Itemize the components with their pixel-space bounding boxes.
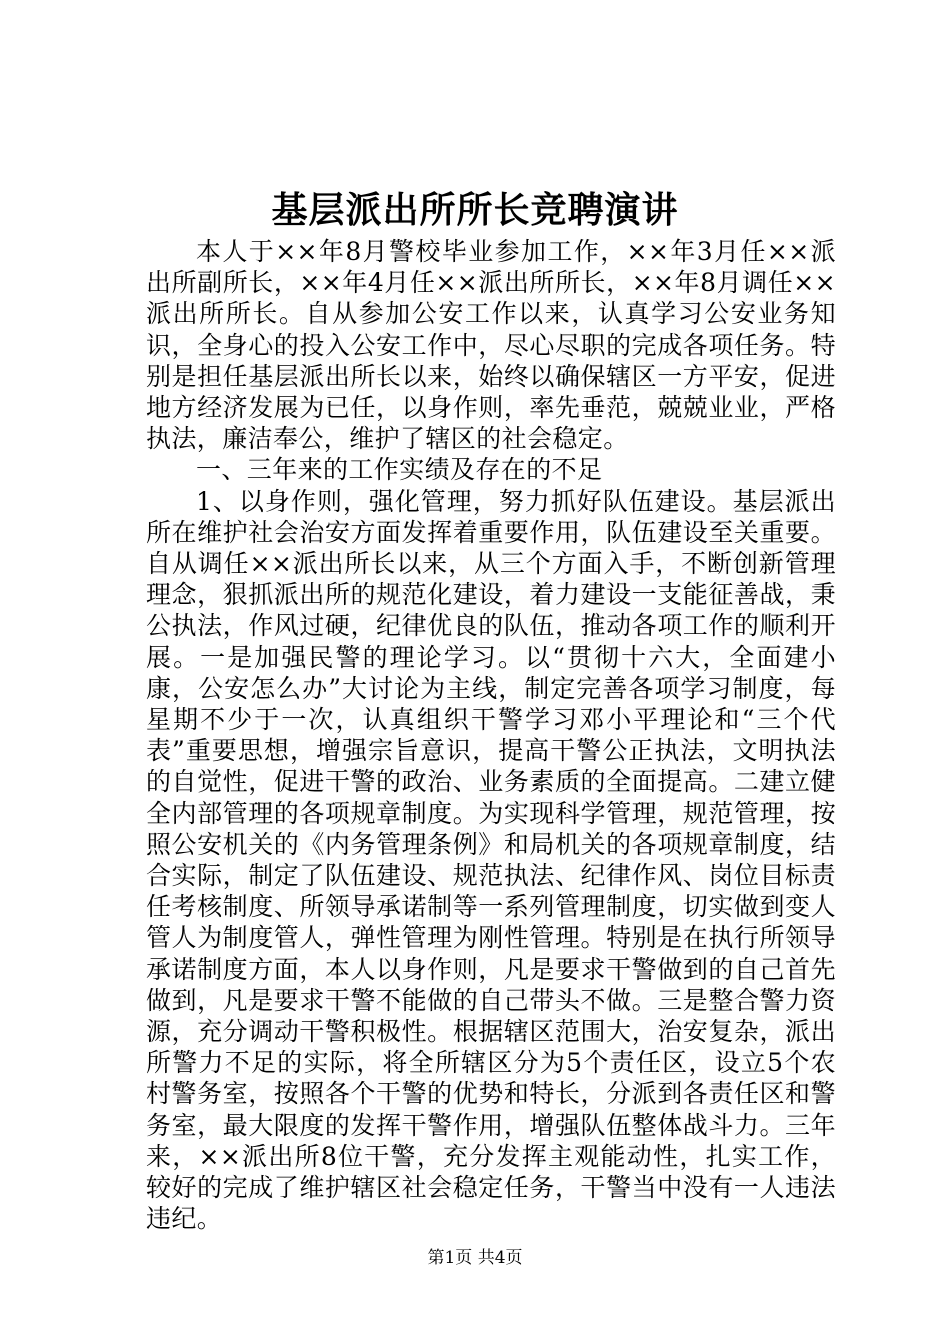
document-body: [146, 236, 836, 1235]
document-title: 基层派出所所长竞聘演讲: [271, 189, 679, 231]
paragraph-intro: 本人于××年8月警校毕业参加工作，××年3月任××派出所副所长，××年4月任××派出所所长，××年8月调任××派出所所长。自从参加公安工作以来，认真学习公安业务知识，全身心的投入公安工作中，尽心尽职的完成各项任务。特别是担任基层派出所长以来，始终以确保辖区一方平安，促进地方经济发展为已任，以身作则，率先垂范，兢兢业业，严格执法，廉洁奉公，维护了辖区的社会稳定。: [146, 237, 836, 454]
paragraph-team-building: 1、以身作则，强化管理，努力抓好队伍建设。基层派出所在维护社会治安方面发挥着重要作用，队伍建设至关重要。自从调任××派出所长以来，从三个方面入手，不断创新管理理念，狠抓派出所的规范化建设，着力建设一支能征善战，秉公执法，作风过硬，纪律优良的队伍，推动各项工作的顺利开展。一是加强民警的理论学习。以“贯彻十六大，全面建小康，公安怎么办”大讨论为主线，制定完善各项学习制度，每星期不少于一次，认真组织干警学习邓小平理论和“三个代表”重要思想，增强宗旨意识，提高干警公正执法，文明执法的自觉性，促进干警的政治、业务素质的全面提高。二建立健全内部管理的各项规章制度。为实现科学管理，规范管理，按照公安机关的《内务管理条例》和局机关的各项规章制度，结合实际，制定了队伍建设、规范执法、纪律作风、岗位目标责任考核制度、所领导承诺制等一系列管理制度，切实做到变人管人为制度管人，弹性管理为刚性管理。特别是在执行所领导承诺制度方面，本人以身作则，凡是要求干警做到的自己首先做到，凡是要求干警不能做的自己带头不做。三是整合警力资源，充分调动干警积极性。根据辖区范围大，治安复杂，派出所警力不足的实际，将全所辖区分为5个责任区，设立5个农村警务室，按照各个干警的优势和特长，分派到各责任区和警务室，最大限度的发挥干警作用，增强队伍整体战斗力。三年来，××派出所8位干警，充分发挥主观能动性，扎实工作，较好的完成了维护辖区社会稳定任务，干警当中没有一人违法违纪。: [146, 486, 836, 1234]
page-number: 第1页 共4页: [427, 1248, 523, 1268]
section-heading: 一、三年来的工作实绩及存在的不足: [196, 455, 603, 485]
